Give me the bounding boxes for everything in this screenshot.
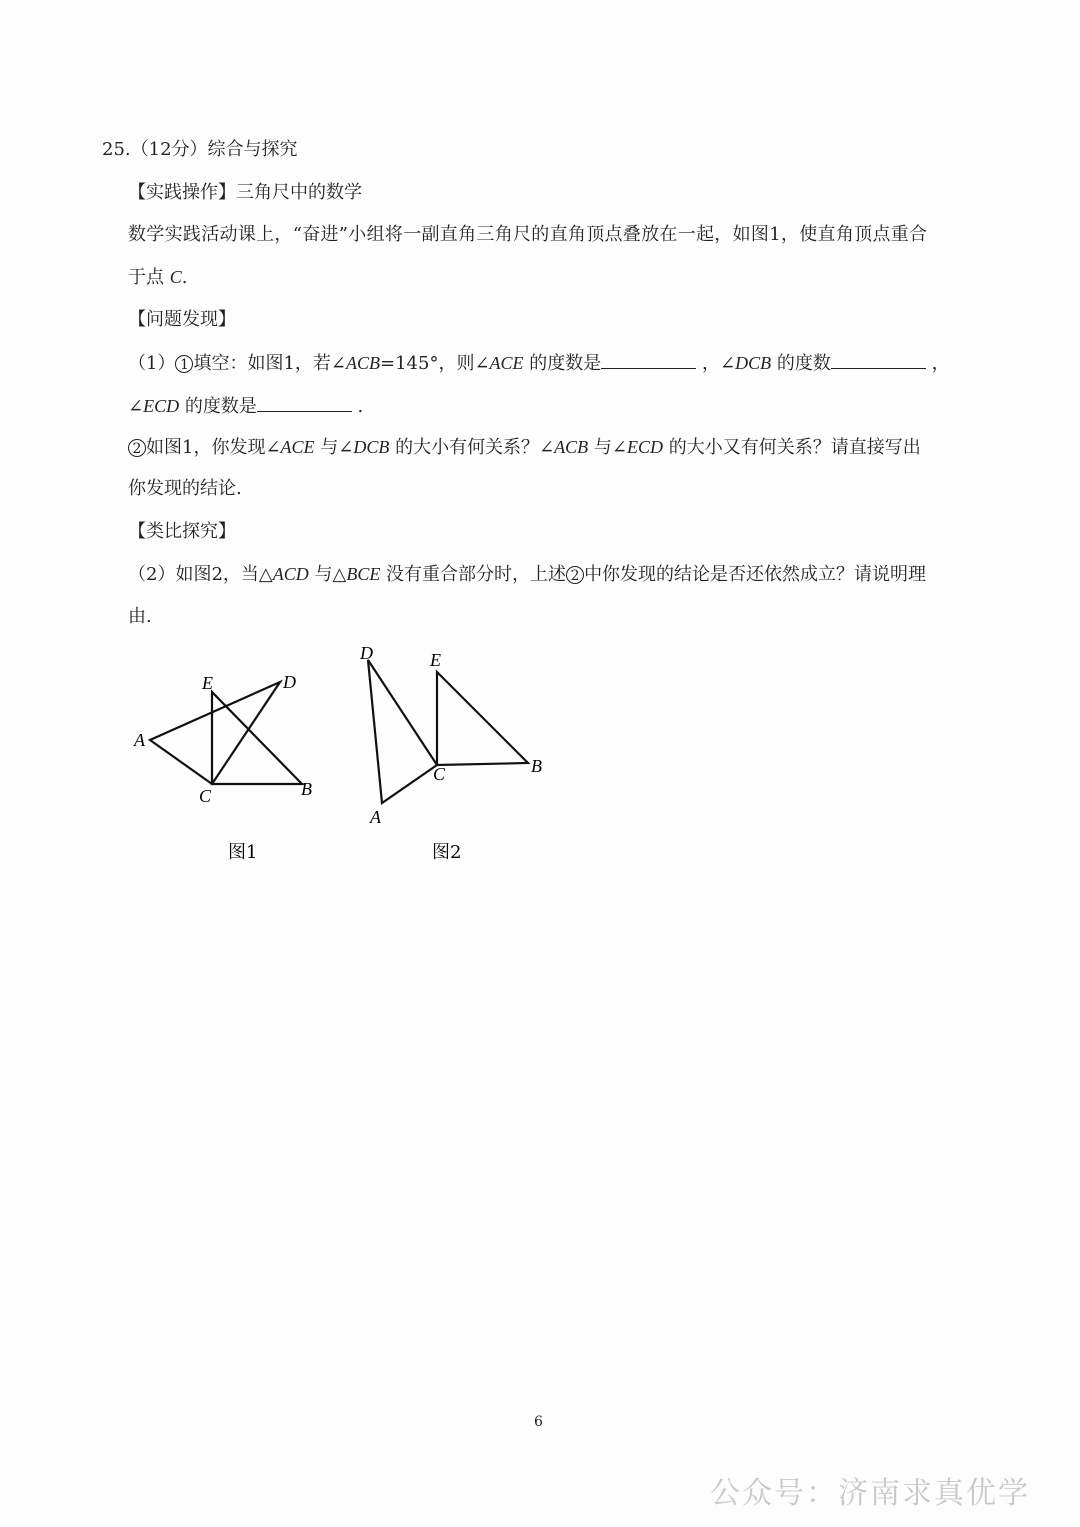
- section-analogy-title: 【类比探究】: [128, 521, 236, 542]
- q1-line-1: （1） 1 填空：如图1，若∠ACB=145°，则∠ACE 的度数是 ，∠DCB 的度数 ，: [128, 350, 950, 376]
- fig2-label-d: D: [360, 643, 373, 663]
- circle-number-2: 2: [128, 439, 146, 457]
- triangle-ecb-2: [437, 672, 528, 765]
- fig2-label-a: A: [370, 807, 381, 827]
- figure-2: [368, 660, 528, 803]
- circle-number-1: 1: [175, 355, 193, 373]
- intro-line-2: 于点 C.: [128, 267, 188, 288]
- fig1-label-b: B: [301, 779, 312, 799]
- triangle-ecb: [212, 692, 302, 784]
- fig2-label-b: B: [531, 756, 542, 776]
- figure-1: [150, 682, 302, 784]
- q1-part2-line-2: 你发现的结论.: [128, 478, 242, 499]
- fig1-label-d: D: [283, 672, 296, 692]
- q1-line-2: ∠ECD 的度数是 .: [128, 393, 363, 419]
- fig2-label-e: E: [430, 650, 441, 670]
- page-number: 6: [534, 1414, 543, 1430]
- triangle-acd: [150, 682, 280, 784]
- question-header: 25.（12分）综合与探究: [102, 139, 298, 160]
- fig1-label-a: A: [134, 730, 145, 750]
- fig2-label-c: C: [433, 764, 446, 784]
- intro-line-1: 数学实践活动课上，“奋进”小组将一副直角三角尺的直角顶点叠放在一起，如图1，使直角顶点重合: [128, 224, 928, 245]
- watermark: 公众号：济南求真优学: [710, 1476, 1030, 1511]
- fig1-label-e: E: [202, 673, 213, 693]
- q1-part2-line-1: 2 如图1，你发现∠ACE 与∠DCB 的大小有何关系？∠ACB 与∠ECD 的大小又有何关系？请直接写出: [128, 435, 921, 460]
- triangle-acd-2: [368, 660, 437, 803]
- q2-line-1: （2）如图2，当△ACD 与△BCE 没有重合部分时，上述 2 中你发现的结论是否还依然成立？请说明理: [128, 564, 927, 585]
- fig1-label-c: C: [199, 786, 212, 806]
- section-practice-title: 【实践操作】三角尺中的数学: [128, 182, 362, 203]
- fig1-caption: 图1: [228, 842, 258, 863]
- fig2-caption: 图2: [432, 842, 462, 863]
- section-discovery-title: 【问题发现】: [128, 309, 236, 330]
- q2-line-2: 由.: [128, 606, 152, 627]
- circle-number-2-ref: 2: [566, 566, 584, 584]
